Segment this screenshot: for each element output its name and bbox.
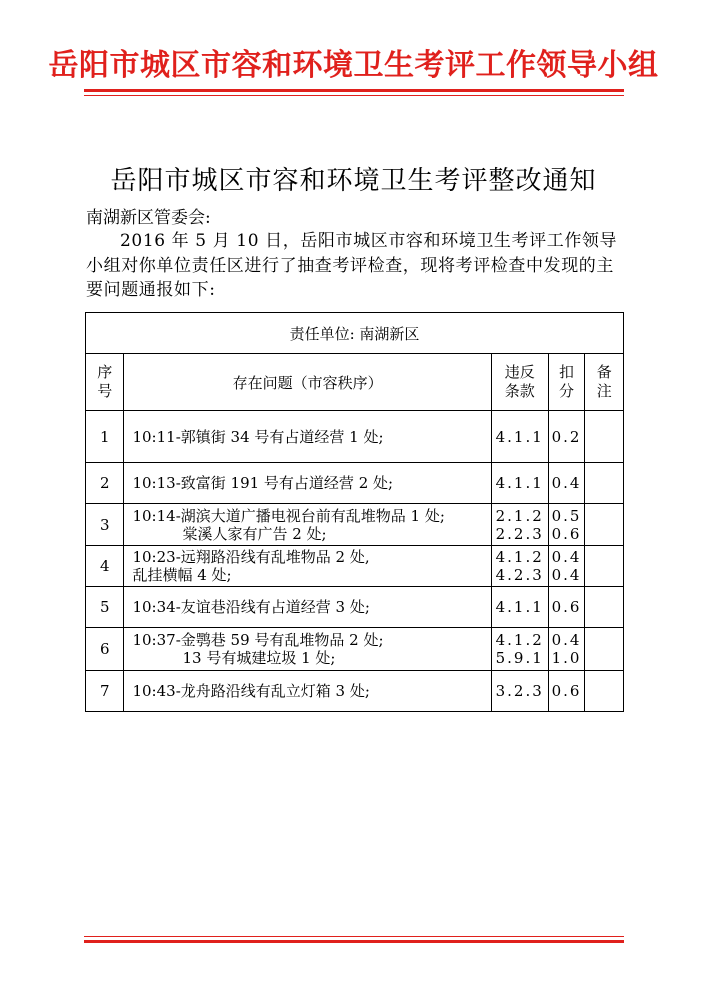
table-row bbox=[86, 504, 624, 546]
row-clause bbox=[491, 671, 548, 712]
notice-addressee: 南湖新区管委会: bbox=[86, 208, 211, 228]
issue-line: 10:13-致富街 191 号有占道经营 2 处; bbox=[132, 474, 394, 492]
table-row bbox=[86, 411, 624, 463]
row-deduction bbox=[548, 411, 585, 463]
table-row bbox=[86, 463, 624, 504]
row-clause bbox=[491, 463, 548, 504]
clause-line: 4.2.3 bbox=[495, 566, 544, 584]
deduction-line: 0.4 bbox=[551, 474, 582, 492]
row-issue bbox=[124, 504, 491, 546]
clause-line: 2.2.3 bbox=[495, 524, 544, 543]
table-header-row bbox=[86, 354, 624, 411]
clause-line: 3.2.3 bbox=[495, 682, 544, 700]
row-remark bbox=[585, 546, 624, 587]
inspection-table bbox=[85, 312, 624, 712]
issue-line: 10:11-郭镇街 34 号有占道经营 1 处; bbox=[132, 427, 384, 446]
row-deduction bbox=[548, 504, 585, 546]
table-row bbox=[86, 628, 624, 671]
table-row bbox=[86, 546, 624, 587]
clause-line: 4.1.1 bbox=[495, 598, 544, 616]
header-clause-2: 条款 bbox=[504, 382, 535, 400]
row-clause bbox=[491, 546, 548, 587]
row-no: 7 bbox=[86, 671, 124, 712]
row-deduction bbox=[548, 671, 585, 712]
clause-line: 5.9.1 bbox=[495, 649, 544, 667]
deduction-line: 1.0 bbox=[551, 649, 582, 667]
header-no-2: 号 bbox=[97, 382, 113, 400]
header-deduct-2: 分 bbox=[559, 382, 575, 400]
header-remark-1: 备 bbox=[596, 363, 612, 381]
responsible-unit: 责任单位: 南湖新区 bbox=[86, 313, 624, 354]
row-clause bbox=[491, 411, 548, 463]
row-issue bbox=[124, 671, 491, 712]
row-remark bbox=[585, 671, 624, 712]
row-no: 4 bbox=[86, 546, 124, 587]
deduction-line: 0.6 bbox=[551, 524, 582, 543]
notice-intro: 2016 年 5 月 10 日，岳阳市城区市容和环境卫生考评工作领导小组对你单位责任区进行了抽查考评检查，现将考评检查中发现的主要问题通报如下: bbox=[86, 231, 618, 300]
row-no: 5 bbox=[86, 587, 124, 628]
letterhead-rule-thin bbox=[84, 95, 624, 96]
issue-line: 乱挂横幅 4 处; bbox=[132, 566, 232, 584]
table-row bbox=[86, 671, 624, 712]
header-deduct-1: 扣 bbox=[559, 363, 575, 381]
header-deduct bbox=[548, 354, 585, 411]
header-no bbox=[86, 354, 124, 411]
row-clause bbox=[491, 628, 548, 671]
row-issue bbox=[124, 587, 491, 628]
row-deduction bbox=[548, 628, 585, 671]
row-no: 6 bbox=[86, 628, 124, 671]
deduction-line: 0.5 bbox=[551, 506, 582, 525]
clause-line: 4.1.1 bbox=[495, 427, 544, 446]
table-row bbox=[86, 587, 624, 628]
clause-line: 4.1.2 bbox=[495, 548, 544, 566]
header-issue: 存在问题（市容秩序） bbox=[124, 354, 491, 411]
row-deduction bbox=[548, 587, 585, 628]
deduction-line: 0.6 bbox=[551, 598, 582, 616]
issue-line: 13 号有城建垃圾 1 处; bbox=[182, 649, 336, 667]
deduction-line: 0.4 bbox=[551, 631, 582, 649]
issue-line: 10:43-龙舟路沿线有乱立灯箱 3 处; bbox=[132, 682, 370, 700]
row-issue bbox=[124, 546, 491, 587]
deduction-line: 0.4 bbox=[551, 566, 582, 584]
deduction-line: 0.6 bbox=[551, 682, 582, 700]
row-issue bbox=[124, 628, 491, 671]
deduction-line: 0.4 bbox=[551, 548, 582, 566]
row-clause bbox=[491, 587, 548, 628]
row-deduction bbox=[548, 546, 585, 587]
row-deduction bbox=[548, 463, 585, 504]
issue-line: 10:14-湖滨大道广播电视台前有乱堆物品 1 处; bbox=[132, 506, 445, 525]
issue-line: 10:37-金鹗巷 59 号有乱堆物品 2 处; bbox=[132, 631, 384, 649]
row-remark bbox=[585, 628, 624, 671]
issue-line: 10:23-远翔路沿线有乱堆物品 2 处, bbox=[132, 548, 370, 566]
issue-line: 棠溪人家有广告 2 处; bbox=[182, 524, 327, 543]
row-remark bbox=[585, 463, 624, 504]
row-no: 1 bbox=[86, 411, 124, 463]
letterhead-title: 岳阳市城区市容和环境卫生考评工作领导小组 bbox=[48, 48, 659, 83]
clause-line: 2.1.2 bbox=[495, 506, 544, 525]
row-issue bbox=[124, 411, 491, 463]
header-remark bbox=[585, 354, 624, 411]
notice-title: 岳阳市城区市容和环境卫生考评整改通知 bbox=[110, 166, 597, 196]
row-issue bbox=[124, 463, 491, 504]
deduction-line: 0.2 bbox=[551, 427, 582, 446]
clause-line: 4.1.1 bbox=[495, 474, 544, 492]
header-clause bbox=[491, 354, 548, 411]
header-no-1: 序 bbox=[97, 363, 113, 381]
header-clause-1: 违反 bbox=[504, 363, 535, 381]
row-remark bbox=[585, 587, 624, 628]
row-remark bbox=[585, 411, 624, 463]
row-clause bbox=[491, 504, 548, 546]
row-no: 2 bbox=[86, 463, 124, 504]
footer-rule-thick bbox=[84, 940, 624, 943]
row-remark bbox=[585, 504, 624, 546]
clause-line: 4.1.2 bbox=[495, 631, 544, 649]
header-remark-2: 注 bbox=[596, 382, 612, 400]
letterhead-rule-thick bbox=[84, 89, 624, 92]
issue-line: 10:34-友谊巷沿线有占道经营 3 处; bbox=[132, 598, 370, 616]
row-no: 3 bbox=[86, 504, 124, 546]
footer-rule-thin bbox=[84, 936, 624, 937]
